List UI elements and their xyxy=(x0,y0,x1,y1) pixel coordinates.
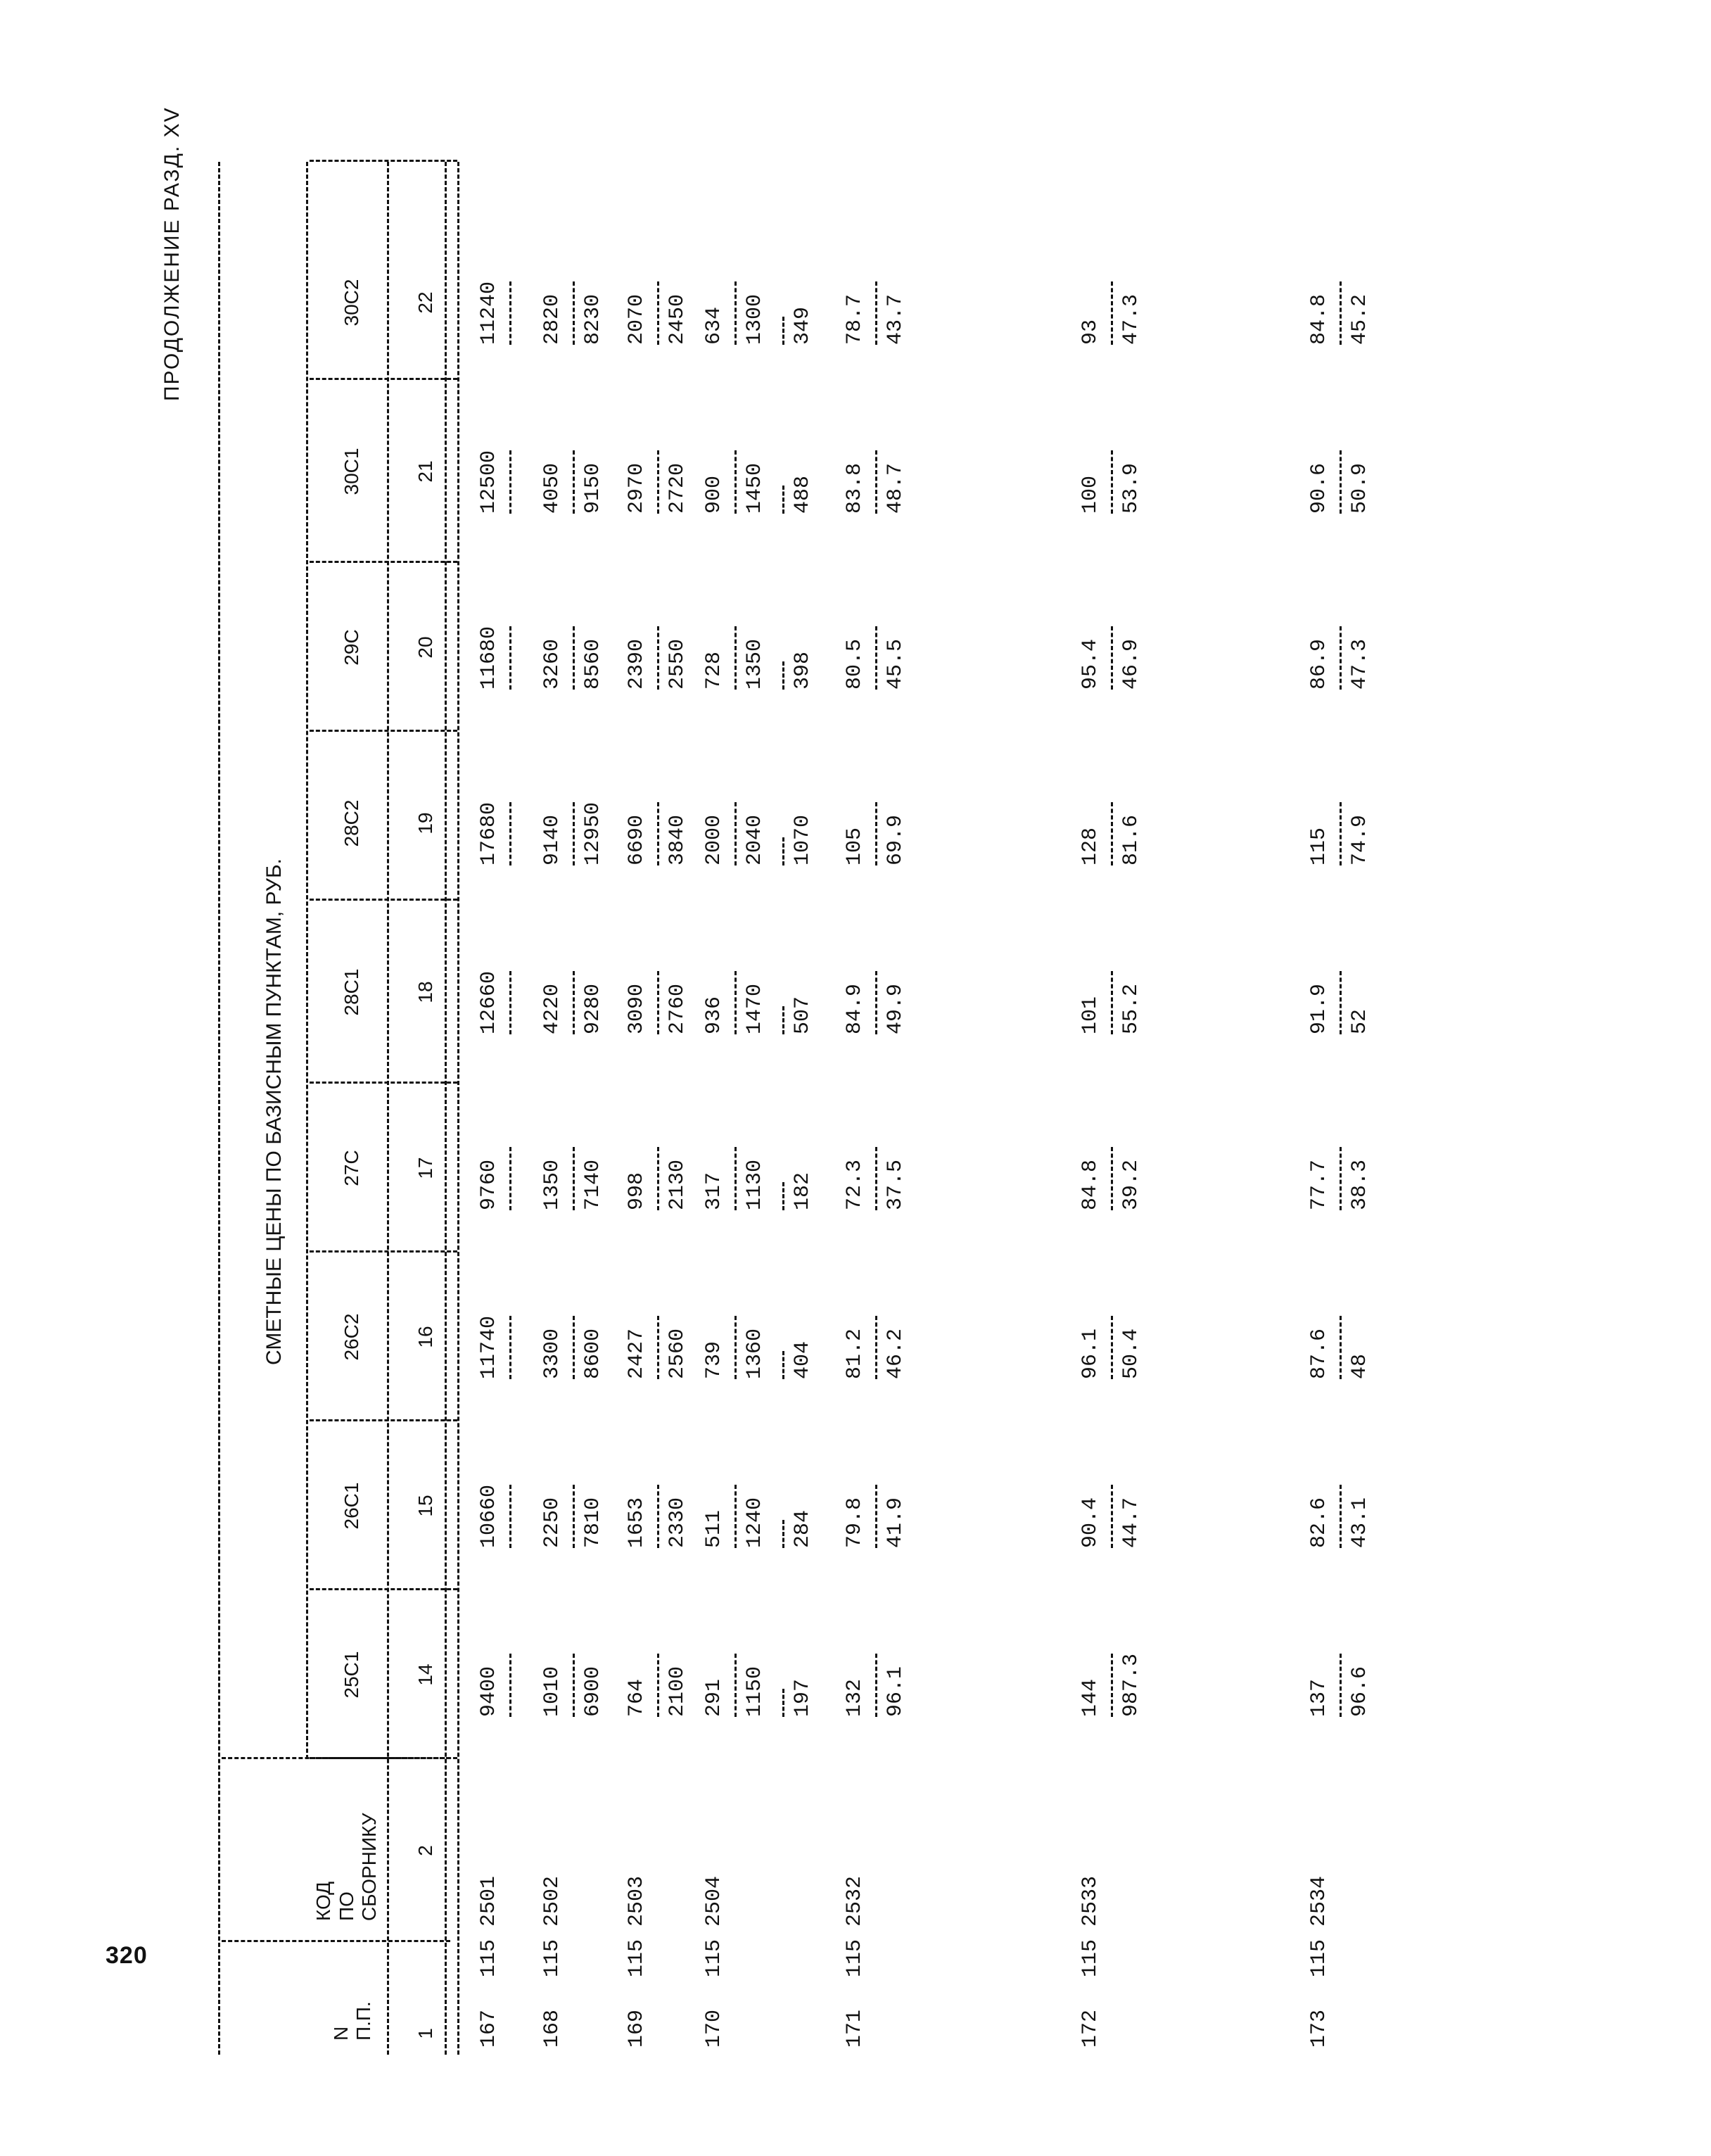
fraction-bar xyxy=(509,802,511,865)
cell-bottom: 2450 xyxy=(666,293,689,345)
fraction-bar xyxy=(1111,1147,1113,1210)
vsep-num xyxy=(222,1940,450,1942)
col-number-10: 21 xyxy=(414,460,436,483)
cell-top: 3260 xyxy=(540,638,564,690)
col-number-8: 19 xyxy=(414,812,436,835)
cell-top: 84.8 xyxy=(1079,1159,1102,1210)
cell-bottom: 1130 xyxy=(743,1159,767,1210)
cell-top: 1010 xyxy=(540,1666,564,1717)
cell-bottom: 48.7 xyxy=(884,462,908,514)
fraction-bar xyxy=(1340,1654,1342,1717)
fraction-bar xyxy=(573,802,575,865)
cell-bottom: 1450 xyxy=(743,462,767,514)
col-number-2: 2 xyxy=(414,1845,436,1856)
cell-bottom: 1300 xyxy=(743,293,767,345)
header-code-2: ПО xyxy=(336,1891,357,1921)
cell-top: 2390 xyxy=(625,638,649,690)
fraction-bar xyxy=(657,450,659,514)
cell-top: 9140 xyxy=(540,814,564,865)
fraction-bar xyxy=(509,450,511,514)
fraction-bar xyxy=(782,1006,784,1034)
cell-top: 84.8 xyxy=(1307,293,1331,345)
rotated-table xyxy=(141,106,1583,2111)
cell-bottom: 987.3 xyxy=(1119,1653,1143,1717)
cell-bottom: 9150 xyxy=(581,462,605,514)
cell-bottom: 46.9 xyxy=(1119,638,1143,690)
fraction-bar xyxy=(734,1316,737,1379)
cell-bottom: 9280 xyxy=(581,983,605,1034)
cell-bottom: 2040 xyxy=(743,814,767,865)
cell-top: 96.1 xyxy=(1079,1328,1102,1379)
fraction-bar xyxy=(1111,1654,1113,1717)
fraction-bar xyxy=(1111,450,1113,514)
fraction-bar xyxy=(573,1147,575,1210)
cell-bottom: 48 xyxy=(1348,1353,1372,1379)
cell-top: 80.5 xyxy=(843,638,867,690)
fraction-bar xyxy=(573,450,575,514)
col-sep-2 xyxy=(310,1588,457,1590)
fraction-bar xyxy=(734,281,737,345)
cell-extra: 488 xyxy=(791,475,815,514)
fraction-bar xyxy=(875,1147,877,1210)
cell-bottom: 39.2 xyxy=(1119,1159,1143,1210)
cell-top: 2250 xyxy=(540,1497,564,1548)
cell-top: 900 xyxy=(702,475,726,514)
cell-bottom: 2100 xyxy=(666,1666,689,1717)
cell-top: 93 xyxy=(1079,319,1102,345)
cell-bottom: 1470 xyxy=(743,983,767,1034)
row-code: 115 2504 xyxy=(702,1875,726,1977)
col-sep-5 xyxy=(310,1082,457,1084)
cell-extra: 398 xyxy=(791,651,815,690)
cell-extra: 182 xyxy=(791,1172,815,1210)
fraction-bar xyxy=(875,802,877,865)
cell-top: 115 xyxy=(1307,827,1331,865)
cell-bottom: 3840 xyxy=(666,814,689,865)
col-number-1: 1 xyxy=(414,2028,436,2039)
fraction-bar xyxy=(1111,1485,1113,1548)
cell-bottom: 43.7 xyxy=(884,293,908,345)
cell-bottom: 44.7 xyxy=(1119,1497,1143,1548)
cell-bottom: 2560 xyxy=(666,1328,689,1379)
col-sep-3 xyxy=(310,1419,457,1421)
col-sep-6 xyxy=(310,899,457,901)
fraction-bar xyxy=(734,626,737,690)
fraction-bar xyxy=(1340,971,1342,1034)
cell-bottom: 55.2 xyxy=(1119,983,1143,1034)
fraction-bar xyxy=(657,626,659,690)
fraction-bar xyxy=(1111,1316,1113,1379)
cell-extra: 197 xyxy=(791,1678,815,1717)
cell-bottom: 50.9 xyxy=(1348,462,1372,514)
fraction-bar xyxy=(734,971,737,1034)
table-top-rule xyxy=(218,162,220,2055)
fraction-bar xyxy=(782,486,784,514)
col-sep-10 xyxy=(310,160,457,162)
cell-bottom: 46.2 xyxy=(884,1328,908,1379)
fraction-bar xyxy=(1340,450,1342,514)
header-rule-3 xyxy=(457,162,459,2055)
cell-bottom: 2720 xyxy=(666,462,689,514)
cell-top: 86.9 xyxy=(1307,638,1331,690)
cell-top: 144 xyxy=(1079,1678,1102,1717)
fraction-bar xyxy=(875,281,877,345)
continuation-title: ПРОДОЛЖЕНИЕ РАЗД. XV xyxy=(160,106,184,401)
cell-top: 11740 xyxy=(477,1315,501,1379)
fraction-bar xyxy=(1111,971,1113,1034)
fraction-bar xyxy=(782,317,784,345)
cell-bottom: 96.6 xyxy=(1348,1666,1372,1717)
fraction-bar xyxy=(1111,626,1113,690)
fraction-bar xyxy=(657,1485,659,1548)
cell-top: 511 xyxy=(702,1509,726,1548)
cell-top: 90.6 xyxy=(1307,462,1331,514)
row-num: 168 xyxy=(540,2009,564,2048)
row-code: 115 2534 xyxy=(1307,1875,1331,1977)
cell-top: 105 xyxy=(843,827,867,865)
cell-bottom: 8600 xyxy=(581,1328,605,1379)
fraction-bar xyxy=(734,1485,737,1548)
fraction-bar xyxy=(657,1147,659,1210)
cell-top: 87.6 xyxy=(1307,1328,1331,1379)
col-number-4: 15 xyxy=(414,1495,436,1517)
cell-top: 2000 xyxy=(702,814,726,865)
cell-top: 77.7 xyxy=(1307,1159,1331,1210)
cell-top: 95.4 xyxy=(1079,638,1102,690)
cell-bottom: 49.9 xyxy=(884,983,908,1034)
fraction-bar xyxy=(1340,281,1342,345)
cell-top: 1653 xyxy=(625,1497,649,1548)
col-name-6: 28С2 xyxy=(341,799,362,847)
page-number: 320 xyxy=(106,1942,148,1969)
row-num: 169 xyxy=(625,2009,649,2048)
cell-bottom: 50.4 xyxy=(1119,1328,1143,1379)
fraction-bar xyxy=(734,1654,737,1717)
cell-extra: 284 xyxy=(791,1509,815,1548)
fraction-bar xyxy=(1111,281,1113,345)
fraction-bar xyxy=(782,837,784,865)
header-num-1: N xyxy=(330,2026,352,2041)
fraction-bar xyxy=(573,281,575,345)
cell-bottom: 69.9 xyxy=(884,814,908,865)
fraction-bar xyxy=(1111,802,1113,865)
fraction-bar xyxy=(509,281,511,345)
row-code: 115 2501 xyxy=(477,1875,501,1977)
group-title: СМЕТНЫЕ ЦЕНЫ ПО БАЗИСНЫМ ПУНКТАМ, РУБ. xyxy=(262,858,286,1365)
cell-top: 2970 xyxy=(625,462,649,514)
cell-bottom: 8230 xyxy=(581,293,605,345)
cell-top: 100 xyxy=(1079,475,1102,514)
cell-bottom: 47.3 xyxy=(1348,638,1372,690)
cell-bottom: 45.2 xyxy=(1348,293,1372,345)
fraction-bar xyxy=(1340,1316,1342,1379)
fraction-bar xyxy=(734,802,737,865)
row-code: 115 2532 xyxy=(843,1875,867,1977)
col-number-9: 20 xyxy=(414,636,436,659)
fraction-bar xyxy=(782,1182,784,1210)
cell-top: 3300 xyxy=(540,1328,564,1379)
col-sep-7 xyxy=(310,730,457,732)
cell-top: 101 xyxy=(1079,996,1102,1034)
fraction-bar xyxy=(875,1485,877,1548)
fraction-bar xyxy=(875,450,877,514)
col-sep-1 xyxy=(310,1757,457,1759)
header-code-1: КОД xyxy=(312,1881,334,1921)
col-name-4: 27С xyxy=(341,1150,362,1186)
fraction-bar xyxy=(657,971,659,1034)
col-name-1: 25С1 xyxy=(341,1651,362,1699)
fraction-bar xyxy=(1340,1485,1342,1548)
header-code-3: СБОРНИКУ xyxy=(358,1813,380,1921)
cell-top: 728 xyxy=(702,651,726,690)
cell-top: 72.3 xyxy=(843,1159,867,1210)
cell-top: 137 xyxy=(1307,1678,1331,1717)
fraction-bar xyxy=(782,1351,784,1379)
cell-top: 11680 xyxy=(477,626,501,690)
col-number-6: 17 xyxy=(414,1157,436,1179)
fraction-bar xyxy=(734,450,737,514)
cell-top: 91.9 xyxy=(1307,983,1331,1034)
cell-top: 12660 xyxy=(477,970,501,1034)
col-number-7: 18 xyxy=(414,981,436,1003)
cell-extra: 349 xyxy=(791,306,815,345)
cell-bottom: 12950 xyxy=(581,801,605,865)
cell-top: 4220 xyxy=(540,983,564,1034)
fraction-bar xyxy=(782,1689,784,1717)
header-num-2: П.П. xyxy=(352,2001,374,2041)
col-sep-9 xyxy=(310,378,457,380)
col-name-2: 26С1 xyxy=(341,1482,362,1530)
cell-bottom: 43.1 xyxy=(1348,1497,1372,1548)
fraction-bar xyxy=(509,626,511,690)
header-mid-rule xyxy=(306,162,308,1759)
cell-bottom: 1350 xyxy=(743,638,767,690)
fraction-bar xyxy=(573,1316,575,1379)
cell-top: 634 xyxy=(702,306,726,345)
cell-top: 2820 xyxy=(540,293,564,345)
fraction-bar xyxy=(875,1654,877,1717)
cell-bottom: 52 xyxy=(1348,1008,1372,1034)
cell-top: 11240 xyxy=(477,281,501,345)
cell-top: 998 xyxy=(625,1172,649,1210)
fraction-bar xyxy=(573,1654,575,1717)
cell-bottom: 8560 xyxy=(581,638,605,690)
fraction-bar xyxy=(657,802,659,865)
cell-top: 936 xyxy=(702,996,726,1034)
fraction-bar xyxy=(509,1485,511,1548)
fraction-bar xyxy=(657,281,659,345)
fraction-bar xyxy=(657,1316,659,1379)
fraction-bar xyxy=(875,626,877,690)
cell-bottom: 41.9 xyxy=(884,1497,908,1548)
header-rule-2 xyxy=(445,162,447,2055)
cell-bottom: 81.6 xyxy=(1119,814,1143,865)
row-num: 170 xyxy=(702,2009,726,2048)
fraction-bar xyxy=(509,971,511,1034)
cell-top: 2427 xyxy=(625,1328,649,1379)
fraction-bar xyxy=(875,971,877,1034)
cell-bottom: 2760 xyxy=(666,983,689,1034)
cell-bottom: 74.9 xyxy=(1348,814,1372,865)
cell-top: 84.9 xyxy=(843,983,867,1034)
cell-top: 4050 xyxy=(540,462,564,514)
col-number-3: 14 xyxy=(414,1663,436,1686)
fraction-bar xyxy=(509,1654,511,1717)
cell-top: 12500 xyxy=(477,450,501,514)
cell-top: 291 xyxy=(702,1678,726,1717)
cell-top: 2070 xyxy=(625,293,649,345)
col-sep-4 xyxy=(310,1250,457,1253)
fraction-bar xyxy=(657,1654,659,1717)
cell-top: 79.8 xyxy=(843,1497,867,1548)
cell-top: 90.4 xyxy=(1079,1497,1102,1548)
cell-extra: 507 xyxy=(791,996,815,1034)
cell-top: 764 xyxy=(625,1678,649,1717)
row-code: 115 2533 xyxy=(1079,1875,1102,1977)
cell-top: 78.7 xyxy=(843,293,867,345)
cell-bottom: 1150 xyxy=(743,1666,767,1717)
col-number-5: 16 xyxy=(414,1326,436,1348)
cell-top: 128 xyxy=(1079,827,1102,865)
cell-top: 81.2 xyxy=(843,1328,867,1379)
col-name-5: 28С1 xyxy=(341,968,362,1016)
fraction-bar xyxy=(1340,626,1342,690)
fraction-bar xyxy=(782,661,784,690)
col-name-3: 26С2 xyxy=(341,1313,362,1361)
cell-bottom: 1240 xyxy=(743,1497,767,1548)
cell-top: 82.6 xyxy=(1307,1497,1331,1548)
cell-bottom: 37.5 xyxy=(884,1159,908,1210)
cell-bottom: 7810 xyxy=(581,1497,605,1548)
fraction-bar xyxy=(782,1520,784,1548)
col-sep-8 xyxy=(310,561,457,563)
col-name-7: 29С xyxy=(341,629,362,666)
cell-bottom: 2130 xyxy=(666,1159,689,1210)
row-num: 173 xyxy=(1307,2009,1331,2048)
fraction-bar xyxy=(875,1316,877,1379)
fraction-bar xyxy=(573,626,575,690)
cell-top: 1350 xyxy=(540,1159,564,1210)
row-num: 172 xyxy=(1079,2009,1102,2048)
cell-bottom: 2330 xyxy=(666,1497,689,1548)
fraction-bar xyxy=(1340,1147,1342,1210)
cell-top: 10660 xyxy=(477,1484,501,1548)
cell-top: 17680 xyxy=(477,801,501,865)
cell-bottom: 7140 xyxy=(581,1159,605,1210)
fraction-bar xyxy=(573,1485,575,1548)
cell-bottom: 6900 xyxy=(581,1666,605,1717)
row-num: 171 xyxy=(843,2009,867,2048)
row-num: 167 xyxy=(477,2009,501,2048)
col-name-9: 30С2 xyxy=(341,279,362,326)
cell-bottom: 38.3 xyxy=(1348,1159,1372,1210)
cell-bottom: 1360 xyxy=(743,1328,767,1379)
cell-top: 3090 xyxy=(625,983,649,1034)
cell-bottom: 2550 xyxy=(666,638,689,690)
header-rule-1 xyxy=(387,162,389,2055)
fraction-bar xyxy=(734,1147,737,1210)
col-name-8: 30С1 xyxy=(341,448,362,495)
fraction-bar xyxy=(1340,802,1342,865)
row-code: 115 2502 xyxy=(540,1875,564,1977)
cell-top: 317 xyxy=(702,1172,726,1210)
cell-top: 6690 xyxy=(625,814,649,865)
cell-top: 9760 xyxy=(477,1159,501,1210)
cell-top: 739 xyxy=(702,1340,726,1379)
cell-bottom: 47.3 xyxy=(1119,293,1143,345)
cell-extra: 1070 xyxy=(791,814,815,865)
cell-extra: 404 xyxy=(791,1340,815,1379)
cell-top: 83.8 xyxy=(843,462,867,514)
cell-bottom: 96.1 xyxy=(884,1666,908,1717)
cell-top: 132 xyxy=(843,1678,867,1717)
col-number-11: 22 xyxy=(414,291,436,314)
fraction-bar xyxy=(509,1316,511,1379)
cell-bottom: 53.9 xyxy=(1119,462,1143,514)
fraction-bar xyxy=(573,971,575,1034)
cell-top: 9400 xyxy=(477,1666,501,1717)
cell-bottom: 45.5 xyxy=(884,638,908,690)
row-code: 115 2503 xyxy=(625,1875,649,1977)
fraction-bar xyxy=(509,1147,511,1210)
